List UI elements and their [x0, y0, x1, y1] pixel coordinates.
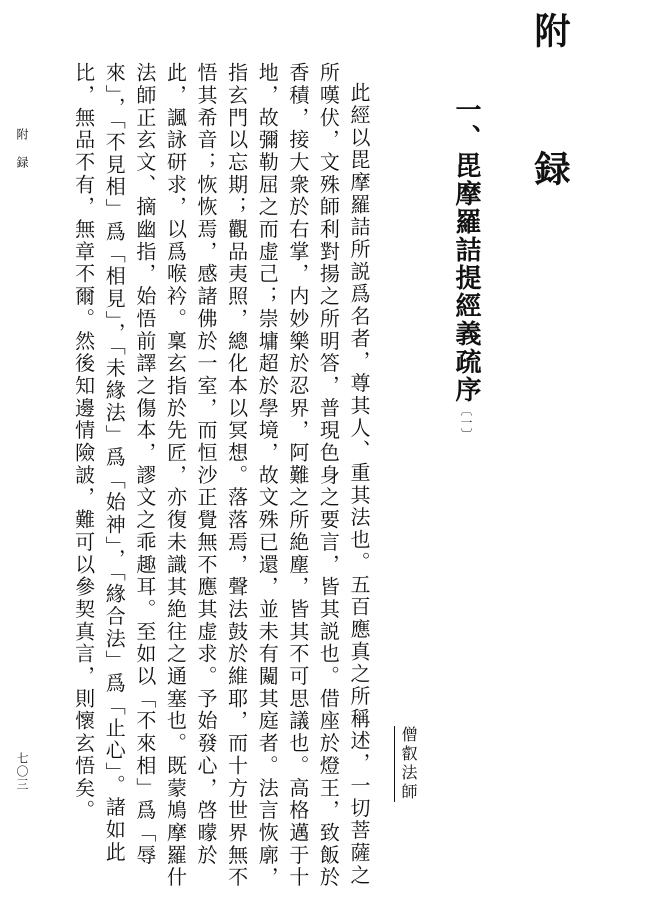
subtitle-text: 一、毘摩羅詰提經義疏序 — [451, 96, 481, 404]
subtitle — [448, 96, 484, 440]
body-paragraph: 此經以毘摩羅詰所説爲名者，尊其人、重其法也。五百應真之所稱述，一切菩薩之所嘆伏，文殊師利對揚之所明答，普現色身之要言，皆其説也。借座於燈王，致飯於香積，接大衆於右掌，内妙樂於忍界，阿難之所絶塵，皆其不可思議也。高格邁于十地，故彌勒屈之而虚己；崇墉超於學境，故文殊已還，並未有闚其庭者。法言恢廓，指玄門以忘期；觀品夷照，總化本以冥想。落落焉，聲法鼓於維耶，而十方世界無不悟其希音；恢恢焉，感諸佛於一室，而恒沙正覺無不應其虚求。予始發心，啓曚於此，諷詠研求，以爲喉衿。稟玄指於先匠，亦復未識其絶往之通塞也。既蒙鳩摩羅什法師正玄文、摘幽指，始悟前譯之傷本，謬文之乖趣耳。至如以「不來相」爲「辱來」，「不見相」爲「相見」，「未緣法」爲「始神」，「緣合法」爲「止心」。諸如此比，無品不有，無章不爾。然後知邊情險詖，難可以參契真言，則懷玄悟矣。 — [71, 62, 371, 889]
footnote-marker: 〔一〕 — [459, 404, 473, 440]
section-title: 附 録 — [529, 12, 571, 216]
running-head: 附録 — [15, 128, 29, 184]
page-number: 七〇三 — [15, 752, 29, 791]
author-name: 僧叡法師 — [394, 726, 419, 802]
body-text-block — [54, 62, 374, 892]
